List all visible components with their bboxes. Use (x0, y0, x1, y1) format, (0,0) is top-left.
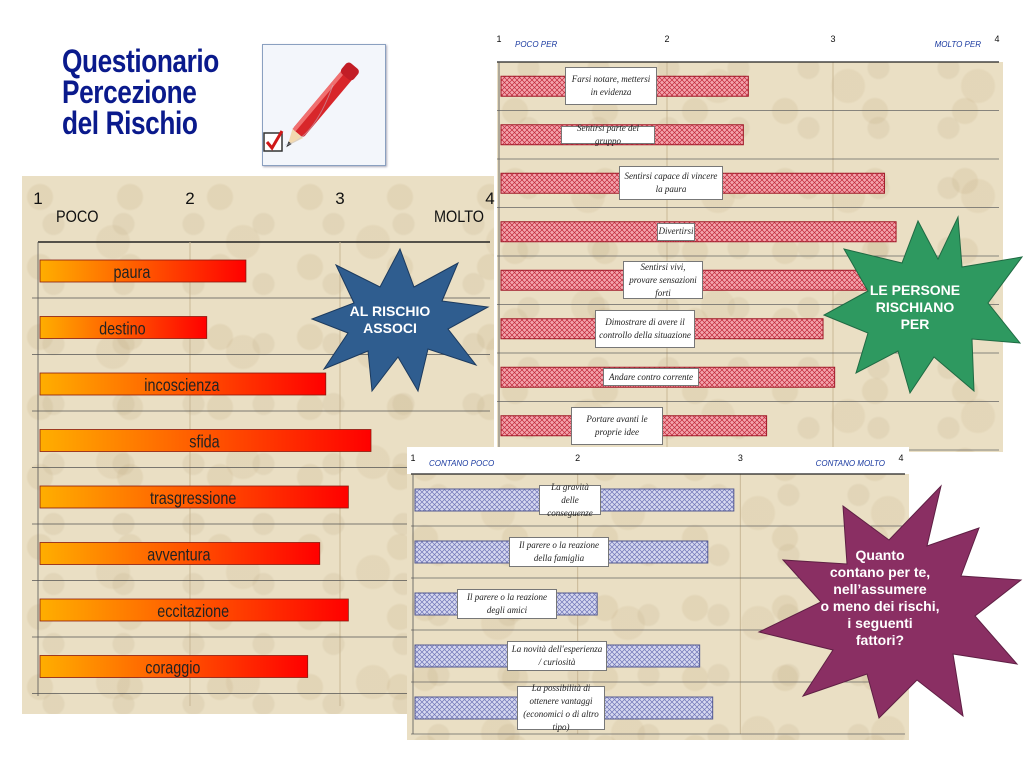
bar-label: paura (113, 262, 151, 283)
callout-line: LE PERSONE (869, 282, 961, 298)
bar-label: La possibilità di ottenere vantaggi (economici o di altro tipo) (517, 686, 605, 730)
x-tick-label: 2 (575, 453, 581, 463)
scale-low-label: POCO PER (515, 40, 558, 49)
bar-label: coraggio (145, 658, 201, 678)
scale-low-label: POCO (56, 207, 99, 227)
callout-line: ASSOCI (363, 320, 417, 336)
bar-label: Andare contro corrente (603, 368, 699, 386)
x-tick-label: 2 (185, 189, 195, 208)
x-tick-label: 4 (994, 34, 1000, 44)
callout-line: Quanto (855, 547, 905, 563)
x-tick-label: 1 (33, 189, 43, 208)
callout-line: RISCHIANO (875, 299, 955, 315)
x-tick-label: 3 (737, 453, 743, 463)
callout-line: i seguenti (847, 615, 913, 631)
callout-line: fattori? (855, 632, 905, 648)
callout-line: AL RISCHIO (349, 303, 431, 319)
bar-label: eccitazione (157, 601, 230, 622)
bar-label: Portare avanti le proprie idee (571, 407, 663, 445)
x-tick-label: 3 (335, 189, 345, 208)
bar-label: avventura (147, 545, 211, 565)
bar-label: La gravità delle conseguenze (539, 485, 601, 515)
quanto-callout (800, 547, 960, 649)
bar-label: Dimostrare di avere il controllo della situazione (595, 310, 695, 348)
bar-label: Divertirsi (657, 223, 695, 241)
x-tick-label: 3 (830, 34, 836, 44)
pencil-checkbox-icon (262, 44, 386, 166)
chart-header (497, 20, 1003, 62)
x-tick-label: 1 (496, 34, 502, 44)
x-tick-label: 1 (410, 453, 416, 463)
bar-label: La novità dell'esperienza / curiosità (507, 641, 607, 671)
page-title (62, 43, 226, 141)
bar-label: Sentirsi capace di vincere la paura (619, 166, 723, 200)
scale-high-label: MOLTO PER (934, 40, 981, 49)
callout-line: PER (900, 316, 930, 332)
scale-high-label: MOLTO (434, 207, 485, 227)
rischio-callout (325, 303, 455, 337)
callout-line: nell’assumere (833, 581, 927, 597)
bar-label: destino (99, 319, 146, 339)
bar-label: Farsi notare, mettersi in evidenza (565, 67, 657, 105)
bar-label: Il parere o la reazione della famiglia (509, 537, 609, 567)
persone-callout (850, 282, 980, 333)
bar-label: sfida (189, 432, 220, 452)
x-tick-label: 2 (664, 34, 670, 44)
title-line-1: Questionario (62, 43, 219, 79)
title-line-3: del Rischio (62, 105, 198, 141)
x-tick-label: 4 (485, 189, 495, 208)
scale-low-label: CONTANO POCO (429, 459, 495, 468)
bar-label: Sentirsi vivi, provare sensazioni forti (623, 261, 703, 299)
bar-label: Sentirsi parte del gruppo (561, 126, 655, 144)
title-line-2: Percezione (62, 74, 197, 110)
scale-high-label: CONTANO MOLTO (815, 459, 885, 468)
callout-line: contano per te, (829, 564, 931, 580)
bar-label: incoscienza (144, 375, 220, 396)
bar-label: trasgressione (150, 488, 237, 509)
bar-label: Il parere o la reazione degli amici (457, 589, 557, 619)
x-tick-label: 4 (898, 453, 904, 463)
callout-line: o meno dei rischi, (820, 598, 940, 614)
